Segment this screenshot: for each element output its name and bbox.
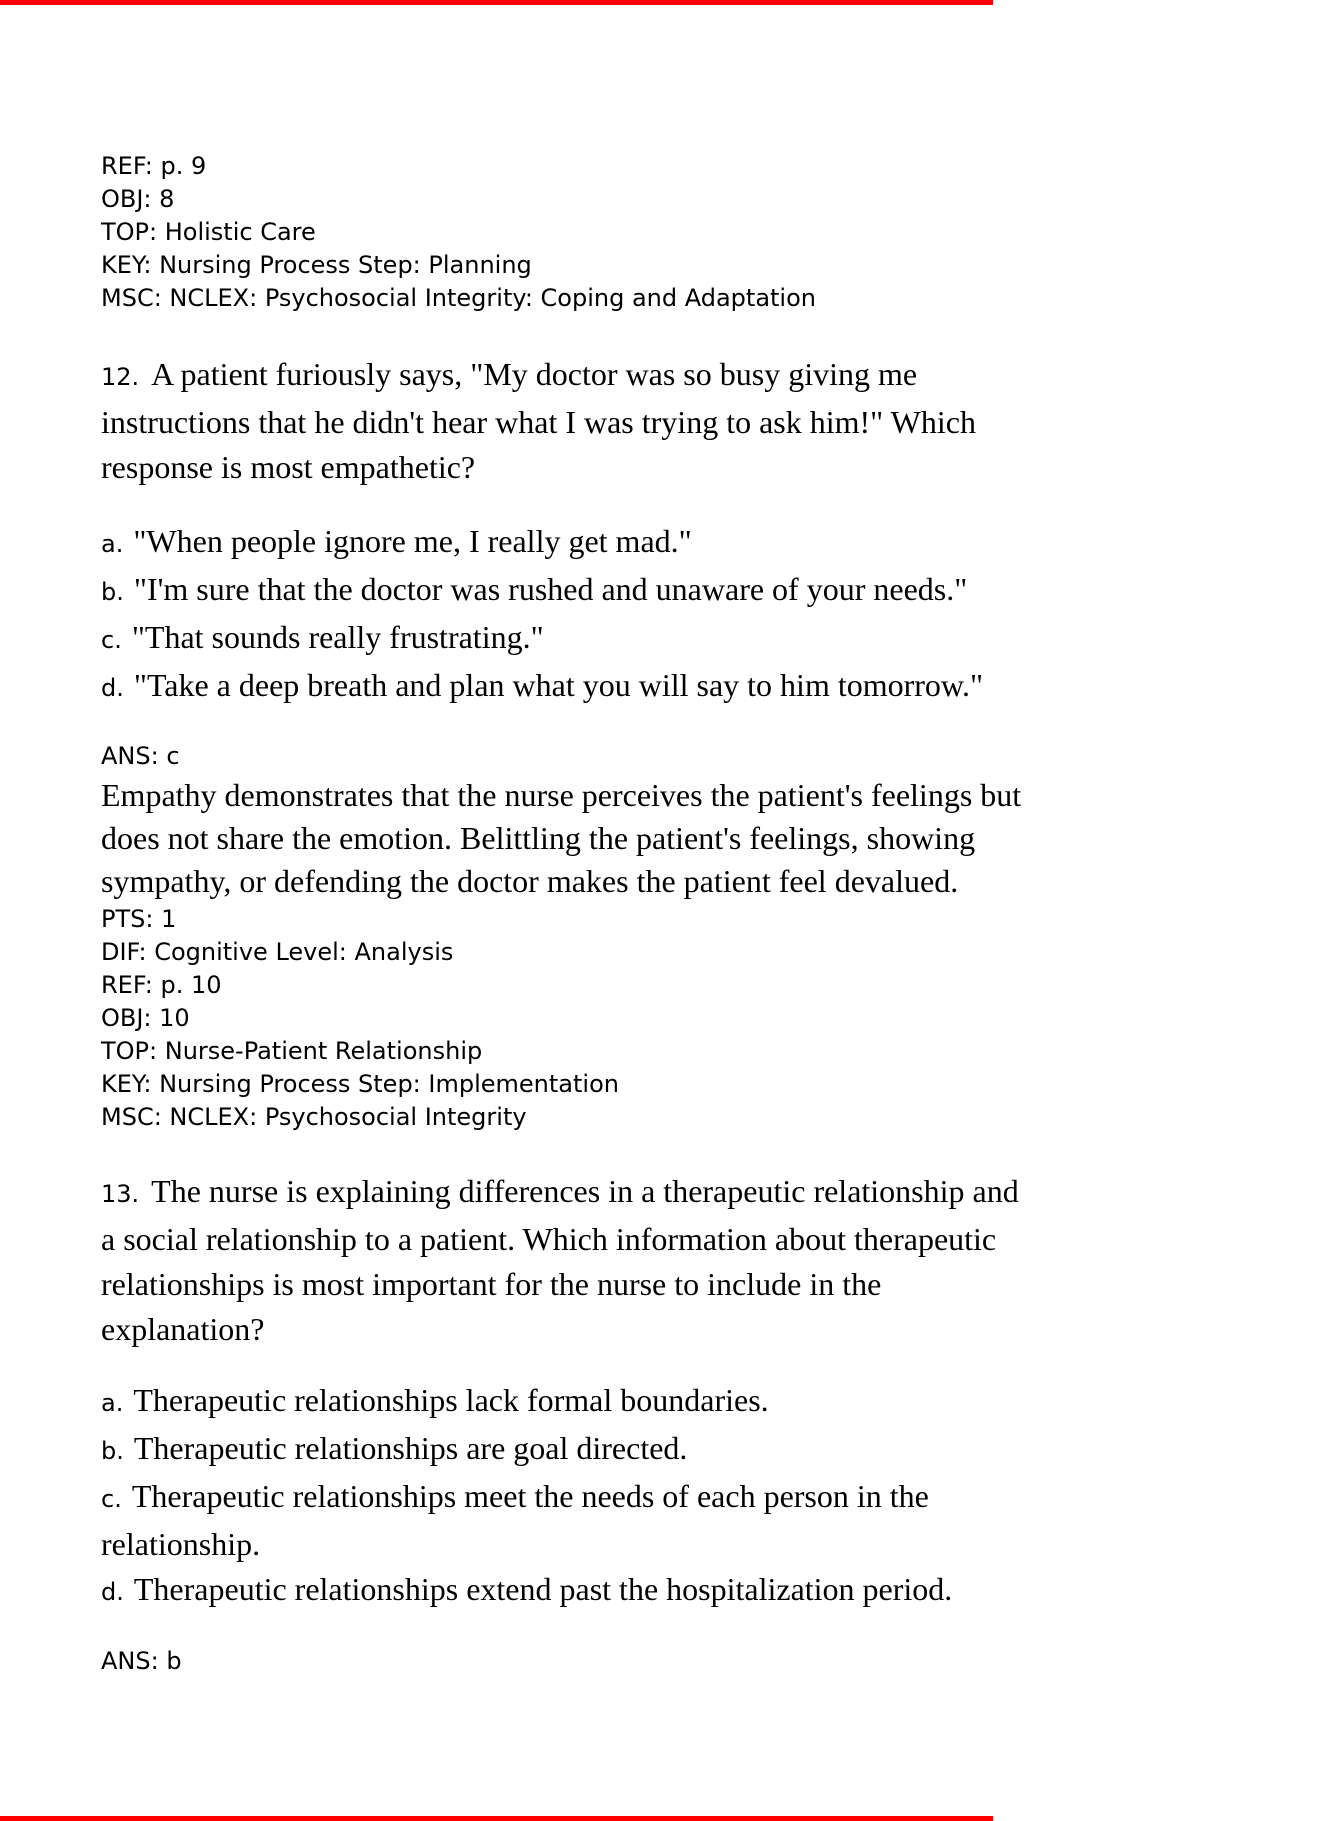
option-letter: a. bbox=[101, 530, 124, 558]
question-stem-line: relationships is most important for the nurse to include in the bbox=[101, 1266, 882, 1302]
meta-line-obj: OBJ: 10 bbox=[101, 1004, 190, 1032]
option-text: Therapeutic relationships are goal directed. bbox=[133, 1430, 688, 1466]
meta-line-key: KEY: Nursing Process Step: Implementation bbox=[101, 1070, 619, 1098]
meta-line-ref: REF: p. 10 bbox=[101, 971, 222, 999]
meta-line-msc: MSC: NCLEX: Psychosocial Integrity bbox=[101, 1103, 527, 1131]
answer-option-b bbox=[101, 1426, 1280, 1474]
meta-line-key: KEY: Nursing Process Step: Planning bbox=[101, 251, 532, 279]
option-text: "When people ignore me, I really get mad." bbox=[133, 523, 692, 559]
question-stem-line bbox=[101, 1169, 1280, 1217]
answer-option-d bbox=[101, 663, 1280, 711]
answer-option-b bbox=[101, 567, 1280, 615]
answer-option-d bbox=[101, 1567, 1280, 1615]
question-stem-line: a social relationship to a patient. Which information about therapeutic bbox=[101, 1221, 997, 1257]
answer-line: ANS: b bbox=[101, 1647, 182, 1675]
question-stem-line: instructions that he didn't hear what I was trying to ask him!" Which bbox=[101, 404, 976, 440]
option-text: "That sounds really frustrating." bbox=[131, 619, 544, 655]
question-number: 13. bbox=[101, 1180, 140, 1208]
rationale-line: Empathy demonstrates that the nurse perceives the patient's feelings but bbox=[101, 777, 1022, 813]
meta-line-obj: OBJ: 8 bbox=[101, 185, 175, 213]
page-break-marker-top bbox=[0, 0, 993, 5]
option-text: "I'm sure that the doctor was rushed and unaware of your needs." bbox=[133, 571, 968, 607]
meta-line-top: TOP: Holistic Care bbox=[101, 218, 316, 246]
meta-line-top: TOP: Nurse-Patient Relationship bbox=[101, 1037, 483, 1065]
answer-option-a bbox=[101, 1378, 1280, 1426]
answer-option-c-wrap: relationship. bbox=[101, 1526, 261, 1562]
option-letter: b. bbox=[101, 1437, 124, 1465]
question-13 bbox=[101, 1169, 1280, 1679]
option-text: "Take a deep breath and plan what you will say to him tomorrow." bbox=[133, 667, 984, 703]
answer-options bbox=[101, 1378, 1280, 1615]
rationale-line: does not share the emotion. Belittling the patient's feelings, showing bbox=[101, 820, 976, 856]
meta-line-dif: DIF: Cognitive Level: Analysis bbox=[101, 938, 454, 966]
question-12 bbox=[101, 352, 1280, 1134]
question-stem-text: The nurse is explaining differences in a therapeutic relationship and bbox=[151, 1173, 1019, 1209]
answer-line: ANS: c bbox=[101, 742, 180, 770]
meta-line-ref: REF: p. 9 bbox=[101, 152, 207, 180]
question-stem-text: A patient furiously says, "My doctor was so busy giving me bbox=[151, 356, 918, 392]
rationale bbox=[101, 774, 1280, 903]
option-letter: c. bbox=[101, 626, 122, 654]
question-stem-line: response is most empathetic? bbox=[101, 449, 476, 485]
answer-option-c bbox=[101, 1474, 1280, 1522]
meta-line-pts: PTS: 1 bbox=[101, 905, 177, 933]
question-meta-block bbox=[101, 150, 1280, 315]
option-letter: d. bbox=[101, 1578, 124, 1606]
option-text: Therapeutic relationships lack formal boundaries. bbox=[133, 1382, 769, 1418]
question-stem-line: explanation? bbox=[101, 1311, 265, 1347]
answer-options bbox=[101, 519, 1280, 711]
option-letter: a. bbox=[101, 1389, 124, 1417]
rationale-line: sympathy, or defending the doctor makes the patient feel devalued. bbox=[101, 863, 959, 899]
meta-line-msc: MSC: NCLEX: Psychosocial Integrity: Coping and Adaptation bbox=[101, 284, 816, 312]
question-stem-line bbox=[101, 352, 1280, 400]
answer-option-a bbox=[101, 519, 1280, 567]
answer-option-c bbox=[101, 615, 1280, 663]
option-text: Therapeutic relationships meet the needs of each person in the bbox=[131, 1478, 929, 1514]
option-letter: d. bbox=[101, 674, 124, 702]
page-break-marker-bottom bbox=[0, 1816, 993, 1821]
question-meta-block bbox=[101, 903, 1280, 1134]
question-number: 12. bbox=[101, 363, 140, 391]
option-letter: b. bbox=[101, 578, 124, 606]
option-text: Therapeutic relationships extend past the hospitalization period. bbox=[133, 1571, 953, 1607]
option-letter: c. bbox=[101, 1485, 122, 1513]
